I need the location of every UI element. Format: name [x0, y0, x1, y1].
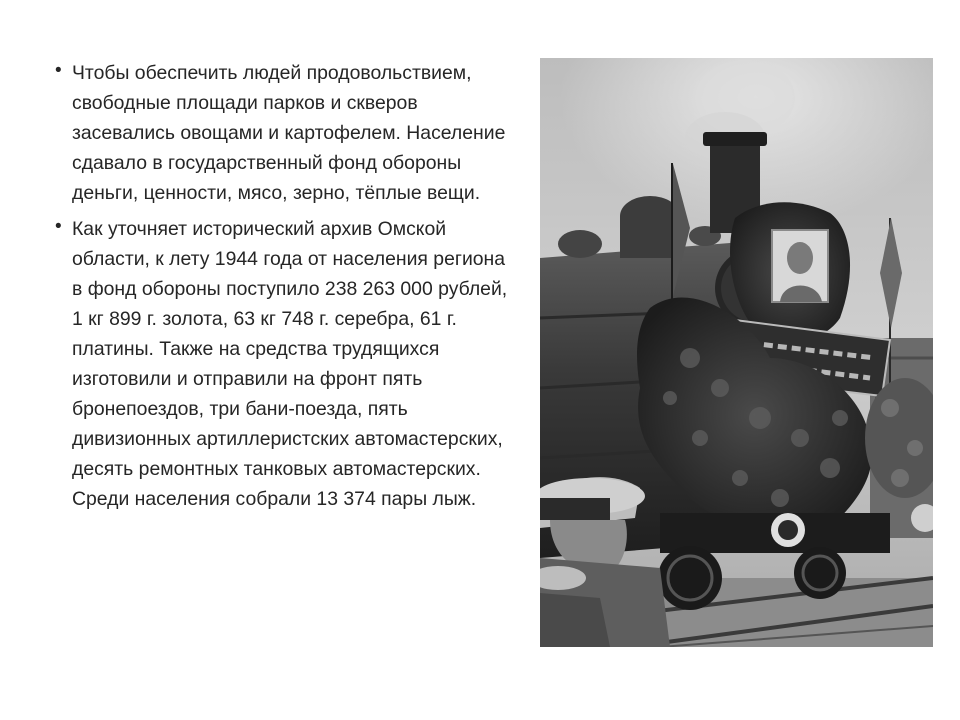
- bullet-item-omsk-archive: • Как уточняет исторический архив Омской области, к лету 1944 года от населения региона в фонд обороны поступило 238 263 000 рублей, 1 кг 899 г. золота, 63 кг 748 г. серебра, 61 г. платины. Также на средства трудящихся изготовили и отправили на фронт пять бронепоездов, три бани-поезда, пять дивизионных артиллеристских автомастерских, десять ремонтных танковых автомастерских. Среди населения собрали 13 374 пары лыж.: [55, 214, 510, 514]
- bullet-item-food-supply: • Чтобы обеспечить людей продовольствием, свободные площади парков и скверов засевались овощами и картофелем. Население сдавало в государственный фонд обороны деньги, ценности, мясо, зерно, тёплые вещи.: [55, 58, 510, 208]
- locomotive-photo: [540, 58, 933, 647]
- bullet-list: [55, 58, 510, 514]
- text-column: [55, 58, 510, 520]
